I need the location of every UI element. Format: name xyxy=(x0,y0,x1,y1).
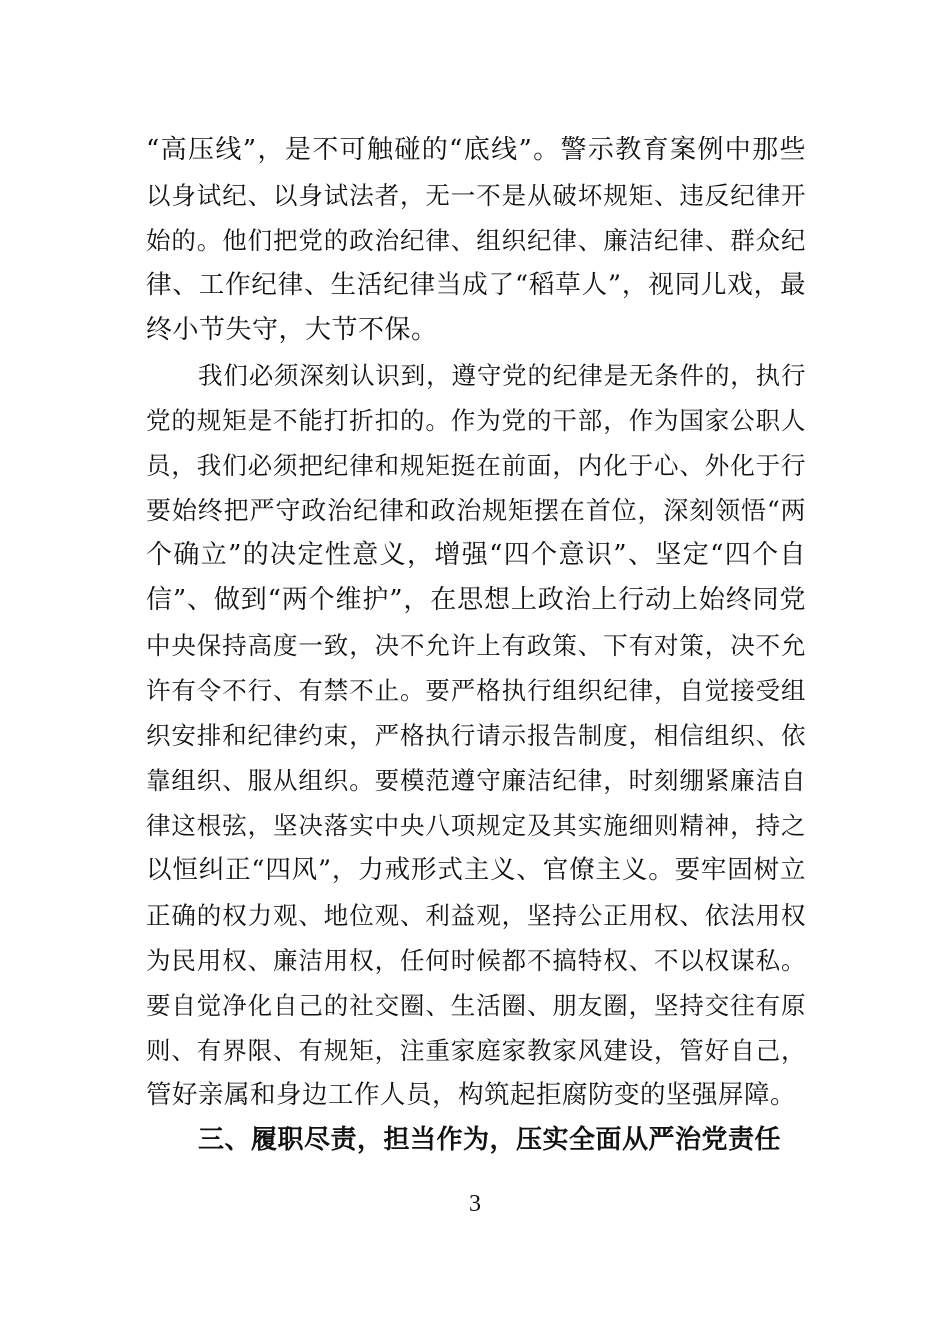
text-line: 管好亲属和身边工作人员，构筑起拒腐防变的坚强屏障。 xyxy=(146,1080,797,1110)
text-line: 要始终把严守政治纪律和政治规矩摆在首位，深刻领悟“两 xyxy=(146,496,806,525)
text-line: 正确的权力观、地位观、利益观，坚持公正用权、依法用权 xyxy=(146,901,806,930)
page-number: 3 xyxy=(469,1191,481,1217)
text-line: 要自觉净化自己的社交圈、生活圈、朋友圈，坚持交往有原 xyxy=(146,991,806,1020)
text-line: 始的。他们把党的政治纪律、组织纪律、廉洁纪律、群众纪 xyxy=(146,226,806,255)
text-line: 中央保持高度一致，决不允许上有政策、下有对策，决不允 xyxy=(146,631,806,660)
text-line: 终小节失守，大节不保。 xyxy=(146,315,438,345)
text-line: 员，我们必须把纪律和规矩挺在前面，内化于心、外化于行 xyxy=(146,451,806,480)
text-line: 靠组织、服从组织。要模范遵守廉洁纪律，时刻绷紧廉洁自 xyxy=(146,766,806,795)
text-line: 为民用权、廉洁用权，任何时候都不搞特权、不以权谋私。 xyxy=(146,946,806,975)
text-line: 个确立”的决定性意义，增强“四个意识”、坚定“四个自 xyxy=(146,540,806,570)
text-line: “高压线”，是不可触碰的“底线”。警示教育案例中那些 xyxy=(146,135,806,165)
text-line: 党的规矩是不能打折扣的。作为党的干部，作为国家公职人 xyxy=(146,406,806,435)
text-line: 以恒纠正“四风”，力戒形式主义、官僚主义。要牢固树立 xyxy=(146,855,806,885)
text-line: 律这根弦，坚决落实中央八项规定及其实施细则精神，持之 xyxy=(146,811,806,840)
text-line: 则、有界限、有规矩，注重家庭家教家风建设，管好自己， xyxy=(146,1036,806,1065)
text-line: 以身试纪、以身试法者，无一不是从破坏规矩、违反纪律开 xyxy=(146,181,806,210)
text-line: 许有令不行、有禁不止。要严格执行组织纪律，自觉接受组 xyxy=(146,676,806,705)
section-heading: 三、履职尽责，担当作为，压实全面从严治党责任 xyxy=(198,1125,782,1155)
text-line: 律、工作纪律、生活纪律当成了“稻草人”，视同儿戏，最 xyxy=(146,270,806,300)
text-line: 信”、做到“两个维护”，在思想上政治上行动上始终同党 xyxy=(146,585,806,615)
text-line: 我们必须深刻认识到，遵守党的纪律是无条件的，执行 xyxy=(198,361,806,390)
text-line: 织安排和纪律约束，严格执行请示报告制度，相信组织、依 xyxy=(146,721,806,750)
